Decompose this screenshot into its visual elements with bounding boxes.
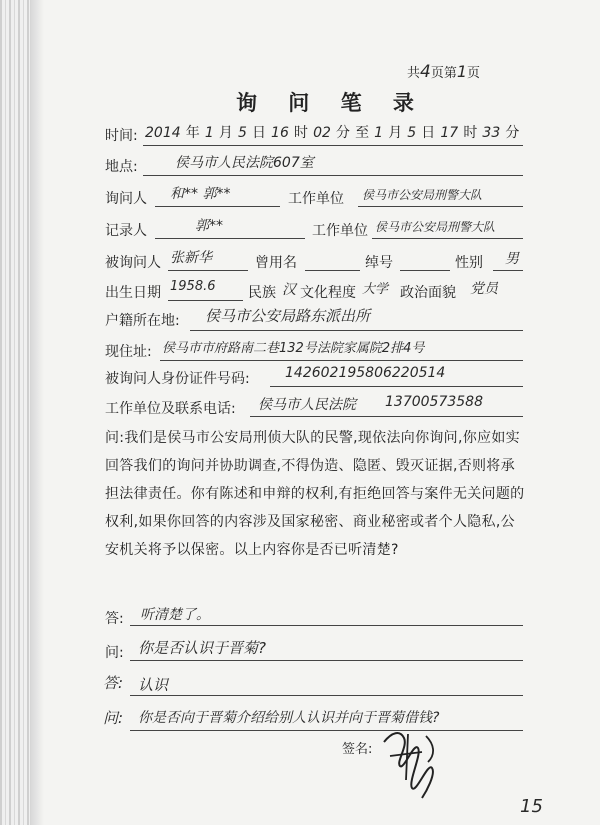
time-year: 2014 — [145, 125, 181, 141]
address-label: 现住址: — [105, 344, 152, 360]
ethnic-value: 汉 — [282, 282, 296, 298]
gender-underline — [493, 270, 523, 271]
political-label: 政治面貌 — [400, 285, 456, 301]
time-month: 1 — [204, 125, 214, 141]
time-hour: 16 — [271, 125, 289, 141]
time-hour-end: 17 — [440, 125, 459, 141]
phone-value: 13700573588 — [385, 394, 483, 410]
id-value: 142602195806220514 — [285, 365, 446, 381]
location-underline — [143, 175, 523, 176]
binding-shadow — [30, 0, 44, 825]
residence-underline — [190, 330, 523, 331]
interviewer-underline — [155, 206, 280, 207]
recorder-unit: 侯马市公安局刑警大队 — [375, 220, 496, 234]
corner-page-number: 15 — [520, 796, 543, 817]
question-text-2: 你是否认识于晋菊? — [138, 639, 266, 657]
work-unit: 侯马市人民法院 — [258, 397, 356, 413]
interviewer-unit-underline — [358, 206, 523, 207]
residence-value: 侯马市公安局路东派出所 — [205, 307, 371, 325]
page-counter-prefix: 共 — [407, 66, 421, 81]
page-title: 询 问 笔 录 — [236, 91, 426, 115]
unit-year: 年 — [185, 125, 200, 141]
answer-label-1: 答: — [105, 611, 124, 627]
interviewer-unit-label: 工作单位 — [288, 191, 344, 207]
unit-month: 月 — [218, 125, 233, 141]
nickname-underline — [400, 270, 450, 271]
political-value: 党员 — [470, 281, 498, 297]
address-value: 侯马市市府路南二巷132号法院家属院2排4号 — [162, 341, 425, 356]
work-contact-label: 工作单位及联系电话: — [105, 401, 236, 417]
education-label: 文化程度 — [300, 285, 356, 301]
recorder-unit-label: 工作单位 — [312, 223, 368, 239]
work-contact-underline — [250, 416, 523, 417]
unit-hour-end: 时 — [463, 125, 478, 141]
rights-statement: 问:我们是侯马市公安局刑侦大队的民警,现依法向你询问,你应如实回答我们的询问并协助调查,不得伪造、隐匿、毁灭证据,否则将承担法律责任。你有陈述和申辩的权利,有拒绝回答与案件无关问题的权利,如果你回答的内容涉及国家秘密、商业秘密或者个人隐私,公安机关将予以保密。以上内容你是否已听清楚? — [105, 430, 525, 558]
signature-label: 签名: — [342, 742, 373, 757]
location-value: 侯马市人民法院607室 — [175, 155, 314, 171]
page-current: 1 — [456, 62, 468, 81]
recorder-name: 郭** — [195, 218, 223, 234]
unit-day-end: 日 — [421, 125, 436, 141]
page-counter-suffix: 页 — [467, 66, 481, 81]
question-label-2: 问: — [105, 645, 124, 661]
page-counter-mid: 页第 — [430, 66, 457, 81]
id-underline — [270, 386, 523, 387]
residence-label: 户籍所在地: — [105, 313, 180, 329]
answer-text-1: 听清楚了。 — [140, 607, 210, 623]
birth-value: 1958.6 — [170, 279, 216, 294]
binding-strip — [0, 0, 31, 825]
time-day-end: 5 — [407, 125, 417, 141]
handwritten-signature — [378, 722, 444, 802]
page-counter — [407, 62, 480, 82]
alias-underline — [305, 270, 360, 271]
subject-name: 张新华 — [170, 250, 212, 266]
question-label-4: 问: — [103, 709, 124, 727]
gender-value: 男 — [505, 251, 519, 267]
subject-underline — [168, 270, 248, 271]
question-underline-4 — [130, 730, 523, 731]
time-day: 5 — [237, 125, 247, 141]
subject-label: 被询问人 — [105, 255, 161, 271]
page-total: 4 — [420, 62, 431, 82]
question-underline-2 — [130, 660, 523, 661]
answer-label-3: 答: — [103, 674, 124, 692]
address-underline — [160, 360, 523, 361]
time-minute-end: 33 — [482, 125, 501, 141]
answer-text-3: 认识 — [138, 676, 169, 694]
alias-label: 曾用名 — [255, 255, 297, 271]
time-label: 时间: — [105, 128, 138, 144]
answer-underline-3 — [130, 695, 523, 696]
ethnic-label: 民族 — [248, 285, 276, 301]
time-to: 至 — [355, 125, 370, 141]
birth-underline — [168, 300, 243, 301]
time-month-end: 1 — [374, 125, 384, 141]
nickname-label: 绰号 — [365, 255, 393, 271]
gender-label: 性别 — [455, 255, 483, 271]
unit-month-end: 月 — [388, 125, 403, 141]
location-label: 地点: — [105, 159, 138, 175]
recorder-label: 记录人 — [105, 223, 147, 239]
recorder-underline — [155, 238, 305, 239]
question-text-4: 你是否向于晋菊介绍给别人认识并向于晋菊借钱? — [138, 710, 440, 726]
interviewer-label: 询问人 — [105, 191, 147, 207]
interviewer-names: 和** 郭** — [170, 186, 231, 202]
time-underline — [143, 145, 523, 146]
birth-label: 出生日期 — [105, 285, 161, 301]
unit-hour: 时 — [293, 125, 308, 141]
unit-day: 日 — [251, 125, 266, 141]
answer-underline-1 — [130, 625, 523, 626]
interviewer-unit: 侯马市公安局刑警大队 — [362, 188, 483, 202]
id-label: 被询问人身份证件号码: — [105, 371, 250, 387]
unit-minute-end: 分 — [505, 125, 520, 141]
education-value: 大学 — [362, 282, 389, 297]
time-minute: 02 — [313, 125, 331, 141]
time-line — [145, 122, 519, 142]
unit-minute: 分 — [335, 125, 350, 141]
recorder-unit-underline — [372, 238, 523, 239]
